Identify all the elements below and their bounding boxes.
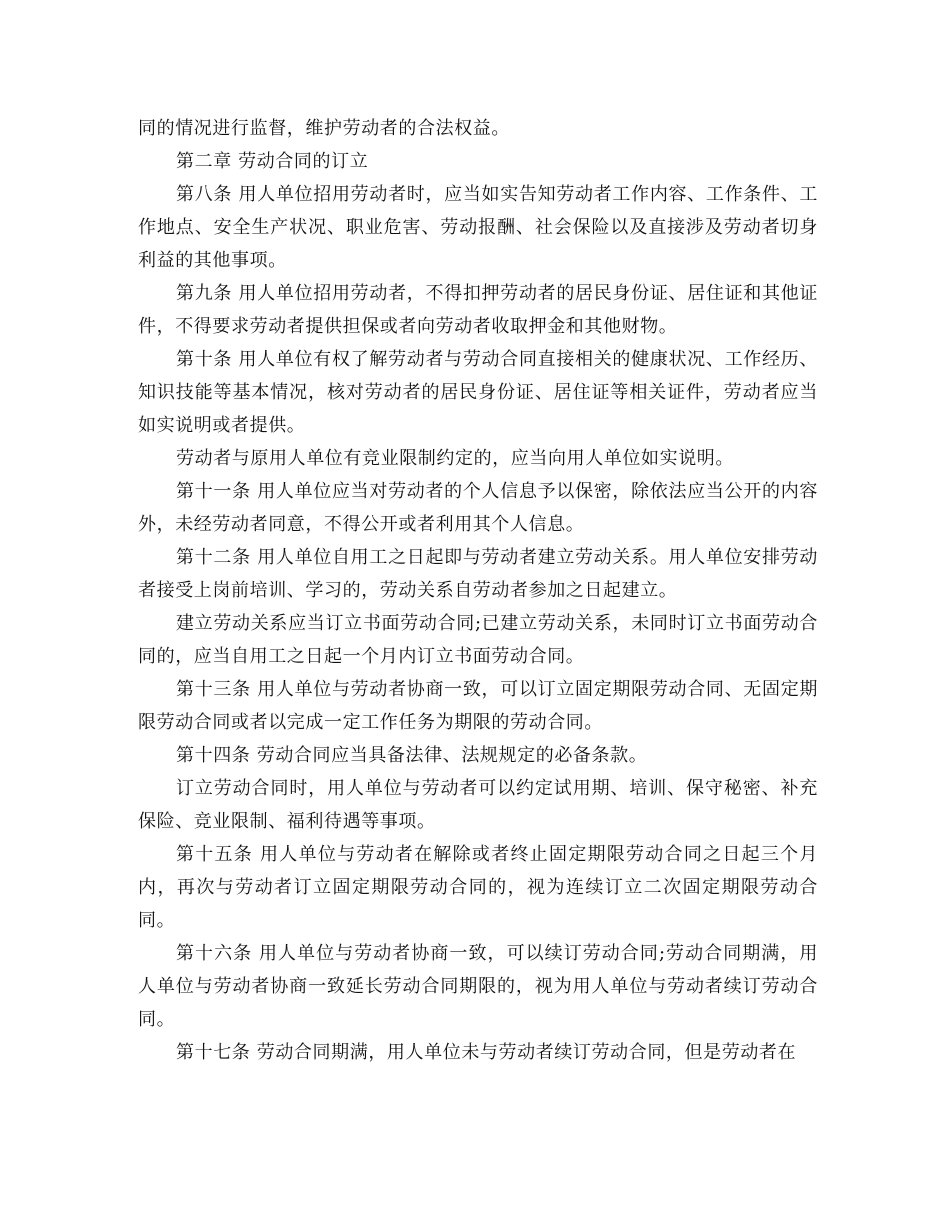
chapter-heading: 第二章 劳动合同的订立 [176,151,369,172]
article-11: 第十一条 用人单位应当对劳动者的个人信息予以保密，除依法应当公开的内容外，未经劳动者同意，不得公开或者利用其个人信息。 [138,481,818,535]
paragraph: 订立劳动合同时，用人单位与劳动者可以约定试用期、培训、保守秘密、补充保险、竞业限制、福利待遇等事项。 [138,778,818,832]
article-17: 第十七条 劳动合同期满，用人单位未与劳动者续订劳动合同，但是劳动者在 [176,1042,797,1063]
article-13: 第十三条 用人单位与劳动者协商一致，可以订立固定期限劳动合同、无固定期限劳动合同或者以完成一定工作任务为期限的劳动合同。 [138,679,818,733]
article-16: 第十六条 用人单位与劳动者协商一致，可以续订劳动合同;劳动合同期满，用人单位与劳动者协商一致延长劳动合同期限的，视为用人单位与劳动者续订劳动合同。 [138,943,818,1030]
article-10: 第十条 用人单位有权了解劳动者与劳动合同直接相关的健康状况、工作经历、知识技能等基本情况，核对劳动者的居民身份证、居住证等相关证件，劳动者应当如实说明或者提供。 [138,349,818,436]
article-9: 第九条 用人单位招用劳动者，不得扣押劳动者的居民身份证、居住证和其他证件，不得要求劳动者提供担保或者向劳动者收取押金和其他财物。 [138,283,818,337]
article-12: 第十二条 用人单位自用工之日起即与劳动者建立劳动关系。用人单位安排劳动者接受上岗前培训、学习的，劳动关系自劳动者参加之日起建立。 [138,547,818,601]
article-8: 第八条 用人单位招用劳动者时，应当如实告知劳动者工作内容、工作条件、工作地点、安全生产状况、职业危害、劳动报酬、社会保险以及直接涉及劳动者切身利益的其他事项。 [138,184,818,271]
article-15: 第十五条 用人单位与劳动者在解除或者终止固定期限劳动合同之日起三个月内，再次与劳动者订立固定期限劳动合同的，视为连续订立二次固定期限劳动合同。 [138,844,818,931]
article-14: 第十四条 劳动合同应当具备法律、法规规定的必备条款。 [176,745,648,766]
document-body [138,112,818,1069]
paragraph: 建立劳动关系应当订立书面劳动合同;已建立劳动关系，未同时订立书面劳动合同的，应当自用工之日起一个月内订立书面劳动合同。 [138,613,818,667]
paragraph: 劳动者与原用人单位有竞业限制约定的，应当向用人单位如实说明。 [176,448,734,469]
paragraph: 同的情况进行监督，维护劳动者的合法权益。 [138,118,510,139]
